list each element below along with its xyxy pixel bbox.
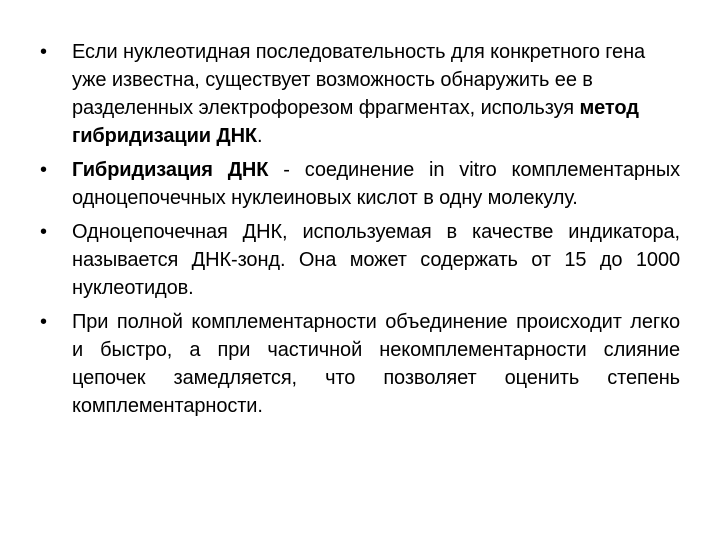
bullet-text: Одноцепочечная ДНК, используемая в качестве индикатора, называется ДНК-зонд. Она может содержать от 15 до 1000 нуклеотидов. [72, 221, 680, 299]
bullet-item-2 [40, 156, 680, 212]
bullet-text-end: . [257, 125, 263, 147]
bullet-text: Если нуклеотидная последовательность для конкретного гена уже известна, существует возможность обнаружить ее в разделенных электрофорезом фрагментах, используя [72, 41, 646, 119]
bullet-icon: • [40, 311, 47, 333]
bullet-item-3 [40, 218, 680, 302]
bullet-item-4 [40, 308, 680, 420]
bullet-text: При полной комплементарности объединение происходит легко и быстро, а при частичной некомплементарности слияние цепочек замедляется, что позволяет оценить степень комплементарности. [72, 311, 680, 417]
bold-term: метод гибридизации ДНК [72, 97, 639, 147]
bullet-text: - соединение in vitro комплементарных одноцепочечных нуклеиновых кислот в одну молекулу. [72, 159, 680, 209]
bullet-icon: • [40, 159, 47, 181]
bullet-item-1 [40, 38, 680, 150]
bold-term: Гибридизация ДНК [72, 159, 269, 181]
bullet-icon: • [40, 221, 47, 243]
bullet-icon: • [40, 41, 47, 63]
bullet-list [40, 38, 680, 426]
